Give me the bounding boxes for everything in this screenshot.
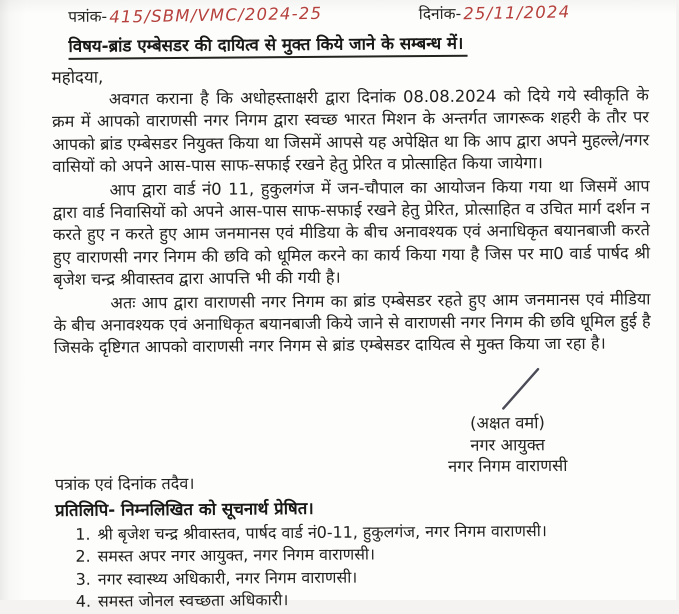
signature-block bbox=[385, 363, 630, 477]
reference-number bbox=[68, 3, 322, 27]
date-value-handwritten: 25/11/2024 bbox=[462, 2, 571, 24]
item-text: समस्त जोनल स्वच्छता अधिकारी। bbox=[97, 590, 289, 611]
signature-stroke bbox=[385, 363, 629, 413]
letter-header bbox=[0, 0, 674, 27]
copy-list bbox=[75, 519, 665, 613]
letter-footer bbox=[55, 468, 665, 613]
letter-date bbox=[419, 1, 571, 24]
salutation: महोदया, bbox=[51, 66, 104, 87]
reference-label: पत्रांक- bbox=[68, 7, 108, 26]
subject-line: विषय-ब्रांड एम्बेसडर की दायित्व से मुक्त किये जाने के सम्बन्ध में। bbox=[68, 31, 467, 60]
item-text: नगर स्वास्थ्य अधिकारी, नगर निगम वाराणसी। bbox=[97, 567, 358, 589]
signatory-name: (अक्षत वर्मा) bbox=[469, 413, 545, 433]
signatory-organization: नगर निगम वाराणसी bbox=[448, 455, 568, 476]
item-text: समस्त अपर नगर आयुक्त, नगर निगम वाराणसी। bbox=[97, 544, 376, 566]
copy-heading: प्रतिलिपि- निम्नलिखित को सूचनार्थ प्रेषित। bbox=[55, 497, 314, 520]
item-number: 1. bbox=[75, 524, 91, 544]
copy-list-item bbox=[76, 586, 665, 613]
item-text: श्री बृजेश चन्द्र श्रीवास्तव, पार्षद वार्ड नं0-11, हुकुलगंज, नगर निगम वाराणसी। bbox=[97, 521, 547, 544]
reference-value-handwritten: 415/SBM/VMC/2024-25 bbox=[108, 3, 323, 27]
item-number: 3. bbox=[75, 569, 91, 589]
ref-date-note: पत्रांक एवं दिनांक तदैव। bbox=[54, 473, 195, 494]
signatory-designation: नगर आयुक्त bbox=[470, 434, 545, 455]
date-label: दिनांक- bbox=[418, 4, 462, 24]
paragraph-1: अवगत कराना है कि अधोहस्ताक्षरी द्वारा दिनांक 08.08.2024 को दिये गये स्वीकृति के क्रम में आपको वाराणसी नगर निगम द्वारा स्वच्छ भारत मिशन के अन्तर्गत जागरूक शहरी के तौर पर आपको ब्रांड एम्बेसडर नियुक्त किया था जिसमें आपसे यह अपेक्षित था कि आप द्वारा अपने मुहल्ले/नगर वासियों को अपने आस-पास साफ-सफाई रखने हेतु प्रेरित व प्रोत्साहित किया जायेगा। bbox=[51, 85, 650, 177]
paragraph-3: अतः आप द्वारा वाराणसी नगर निगम का ब्रांड एम्बेसडर रहते हुए आम जनमानस एवं मीडिया के बीच अनावश्यक एवं अनाधिकृत बयानबाजी किये जाने से वाराणसी नगर निगम की छवि धूमिल हुई है जिसके दृष्टिगत आपको वाराणसी नगर निगम से ब्रांड एम्बेसडर दायित्व से मुक्त किया जा रहा है। bbox=[53, 288, 651, 358]
item-number: 2. bbox=[75, 546, 91, 567]
item-number: 4. bbox=[75, 591, 92, 611]
paragraph-2: आप द्वारा वार्ड नं0 11, हुकुलगंज में जन-चौपाल का आयोजन किया गया था जिसमें आप द्वारा वार्ड निवासियों को अपने आस-पास साफ-सफाई रखने हेतु प्रेरित, प्रोत्साहित व उचित मार्ग दर्शन न करते हुए न करते हुए आम जनमानस एवं मीडिया के बीच अनावश्यक एवं अनाधिकृत बयानबाजी करते हुए वाराणसी नगर निगम की छवि को धूमिल करने का कार्य किया गया है जिस पर मा0 वार्ड पार्षद श्री बृजेश चन्द्र श्रीवास्तव द्वारा आपत्ति भी की गयी है। bbox=[52, 175, 651, 290]
subject-row bbox=[68, 29, 674, 60]
